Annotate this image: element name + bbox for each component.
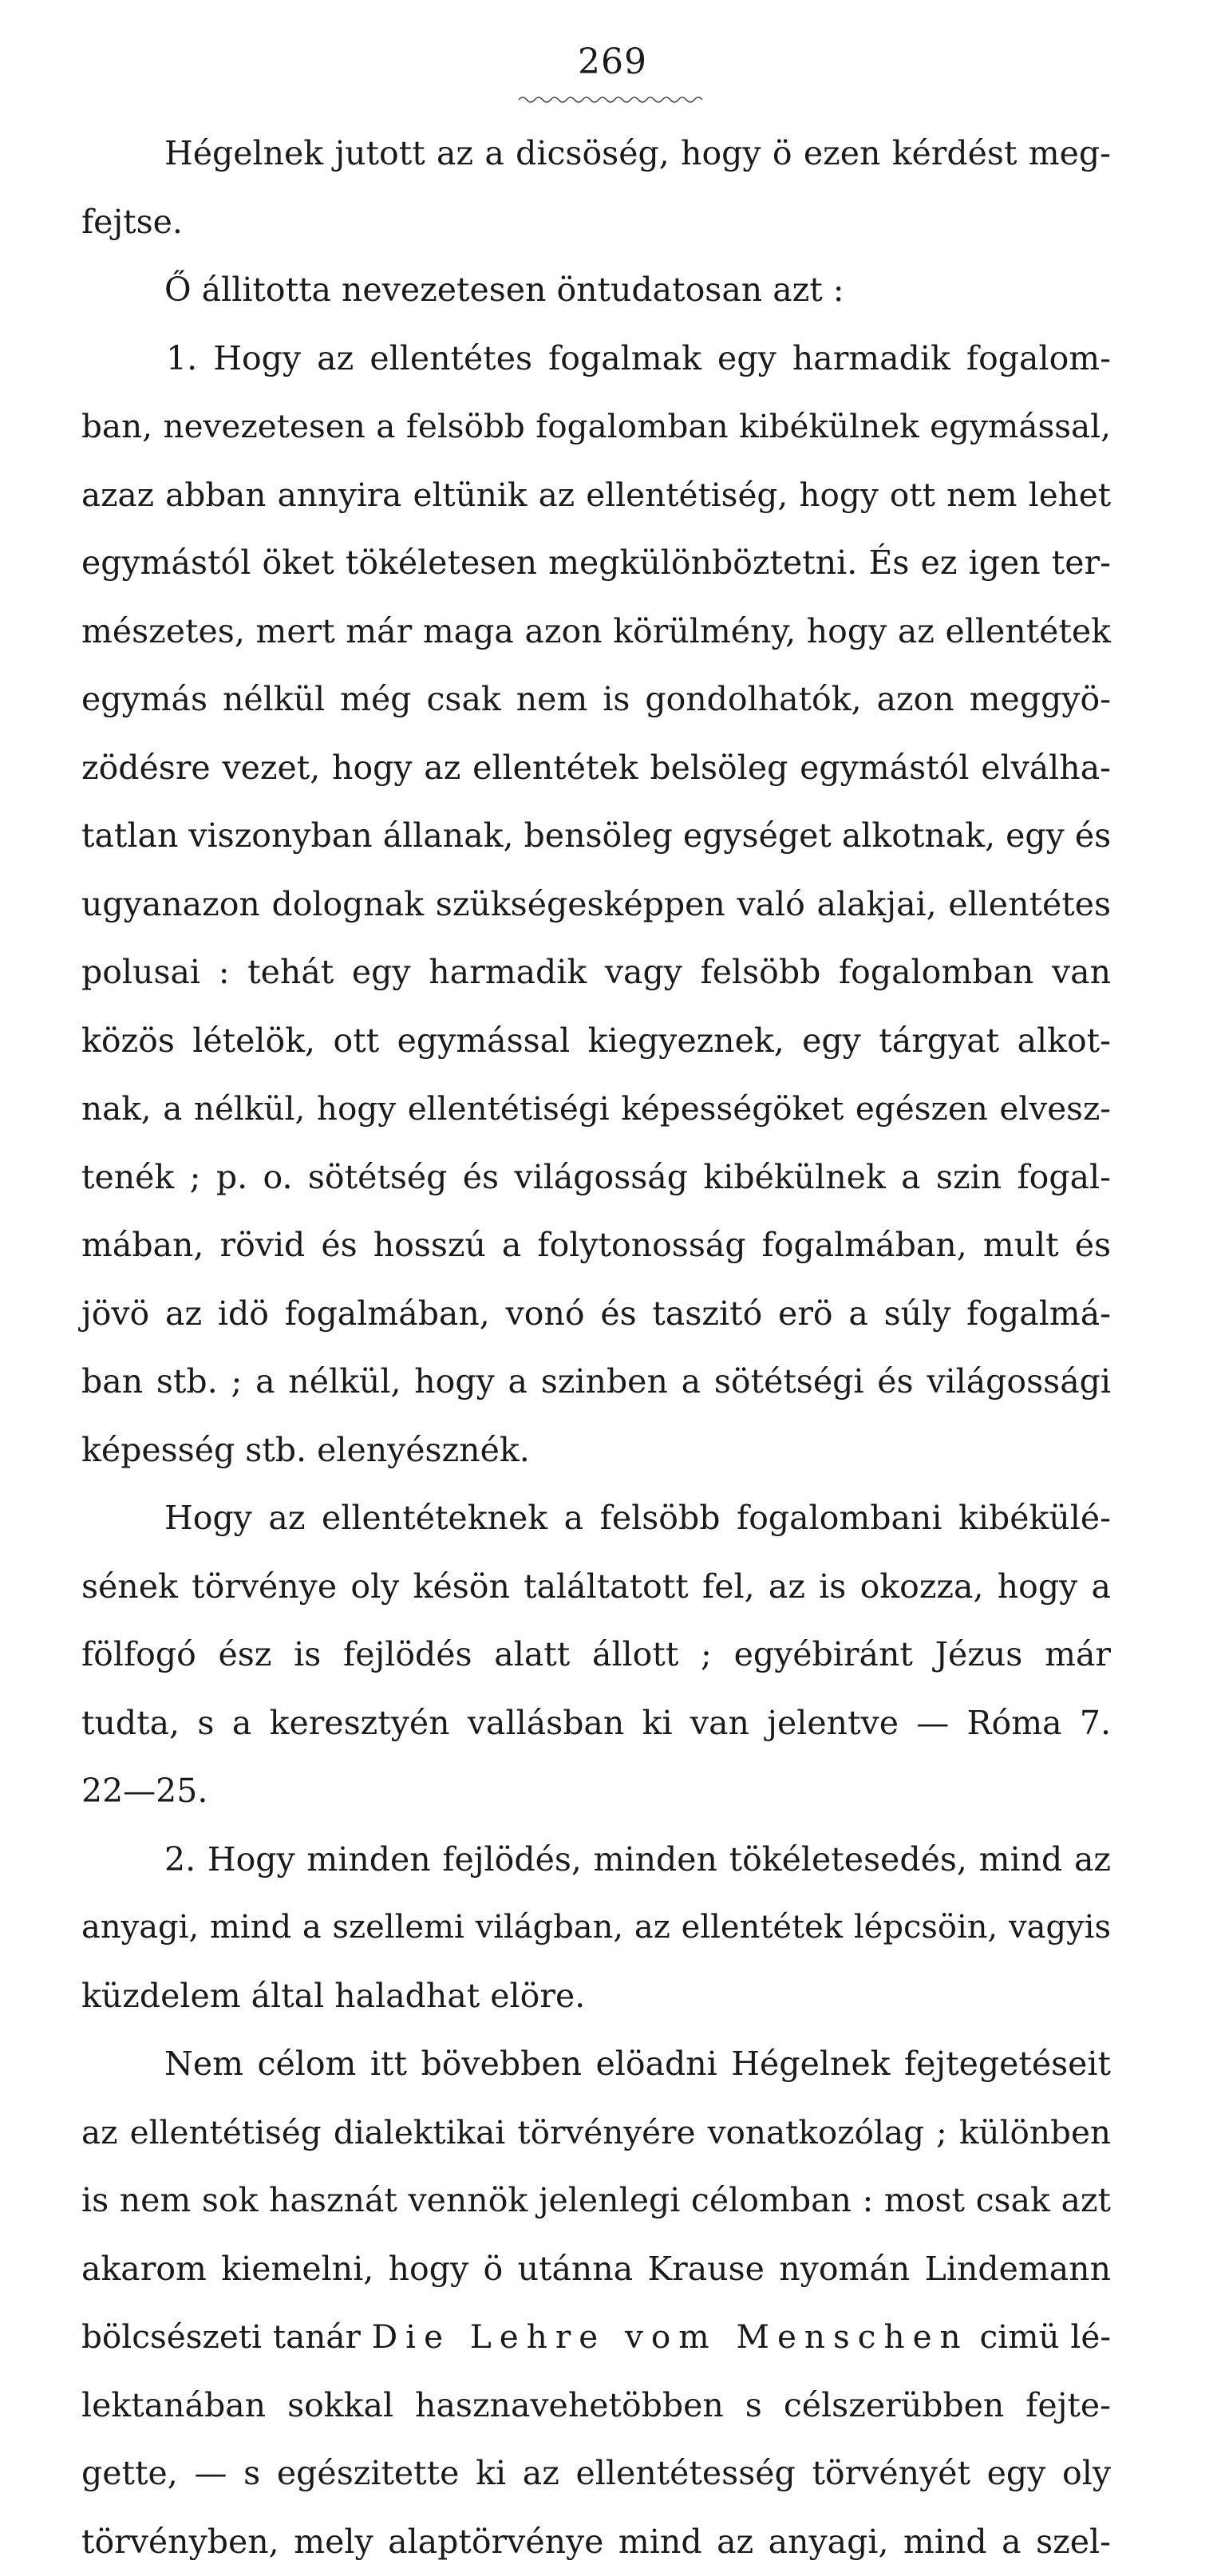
text-line: tenék ; p. o. sötétség és világosság kibékülnek a szin fogal- [81, 1144, 1111, 1212]
text-line: 22—25. [81, 1757, 1111, 1826]
text-line: egymástól öket tökéletesen megkülönböztetni. És ez igen ter- [81, 529, 1111, 598]
text-line: sének törvénye oly késön találtatott fel, az is okozza, hogy a [81, 1553, 1111, 1622]
text-line: 1. Hogy az ellentétes fogalmak egy harmadik fogalom- [81, 325, 1111, 393]
text-line: ban stb. ; a nélkül, hogy a szinben a sötétségi és világossági [81, 1348, 1111, 1416]
text-line: mészetes, mert már maga azon körülmény, hogy az ellentétek [81, 598, 1111, 666]
text-line: tatlan viszonyban állanak, bensöleg egységet alkotnak, egy és [81, 802, 1111, 871]
text-line: képesség stb. elenyésznék. [81, 1416, 1111, 1485]
text-line: fejtse. [81, 188, 1111, 257]
text-line: közös lételök, ott egymással kiegyeznek, egy tárgyat alkot- [81, 1007, 1111, 1076]
text-line: törvényben, mely alaptörvénye mind az anyagi, mind a szel- [81, 2508, 1111, 2576]
text-line: egymás nélkül még csak nem is gondolhatók, azon meggyö- [81, 666, 1111, 734]
text-line: küzdelem által haladhat elöre. [81, 1962, 1111, 2031]
page-number: 269 [0, 41, 1225, 82]
text-line [81, 2303, 1111, 2372]
text-line: azaz abban annyira eltünik az ellentétiség, hogy ott nem lehet [81, 461, 1111, 530]
text-line: Ő állitotta nevezetesen öntudatosan azt : [81, 256, 1111, 325]
text-line: anyagi, mind a szellemi világban, az ellentétek lépcsöin, vagyis [81, 1894, 1111, 1962]
text-line: tudta, s a keresztyén vallásban ki van jelentve — Róma 7. [81, 1689, 1111, 1758]
text-line: az ellentétiség dialektikai törvényére vonatkozólag ; különben [81, 2099, 1111, 2167]
text-line: Hégelnek jutott az a dicsöség, hogy ö ezen kérdést meg- [81, 120, 1111, 188]
text-line: nak, a nélkül, hogy ellentétiségi képességöket egészen elvesz- [81, 1075, 1111, 1144]
text-line: ban, nevezetesen a felsöbb fogalomban kibékülnek egymással, [81, 393, 1111, 461]
text-segment: bölcsészeti tanár [81, 2317, 361, 2356]
text-line: ugyanazon dolognak szükségesképpen való alakjai, ellentétes [81, 871, 1111, 939]
text-line: gette, — s egészitette ki az ellentétesség törvényét egy oly [81, 2440, 1111, 2508]
text-line: polusai : tehát egy harmadik vagy felsöbb fogalomban van [81, 938, 1111, 1007]
book-title: Die Lehre vom Menschen [372, 2317, 969, 2356]
text-line: 2. Hogy minden fejlödés, minden tökéletesedés, mind az [81, 1826, 1111, 1894]
text-segment: cimü lé- [979, 2317, 1111, 2356]
decorative-rule [519, 93, 702, 107]
text-line: mában, rövid és hosszú a folytonosság fogalmában, mult és [81, 1211, 1111, 1280]
text-line: akarom kiemelni, hogy ö utánna Krause nyomán Lindemann [81, 2235, 1111, 2304]
text-line: Hogy az ellentéteknek a felsöbb fogalombani kibékülé- [81, 1484, 1111, 1553]
text-line: lektanában sokkal hasznavehetöbben s célszerübben fejte- [81, 2372, 1111, 2440]
text-line: fölfogó ész is fejlödés alatt állott ; egyébiránt Jézus már [81, 1621, 1111, 1689]
text-line: jövö az idö fogalmában, vonó és taszitó erö a súly fogalmá- [81, 1280, 1111, 1349]
text-line: is nem sok hasznát vennök jelenlegi célomban : most csak azt [81, 2167, 1111, 2235]
text-line: Nem célom itt bövebben elöadni Hégelnek fejtegetéseit [81, 2030, 1111, 2099]
body-text [81, 120, 1111, 2576]
text-line: zödésre vezet, hogy az ellentétek belsöleg egymástól elválha- [81, 734, 1111, 803]
